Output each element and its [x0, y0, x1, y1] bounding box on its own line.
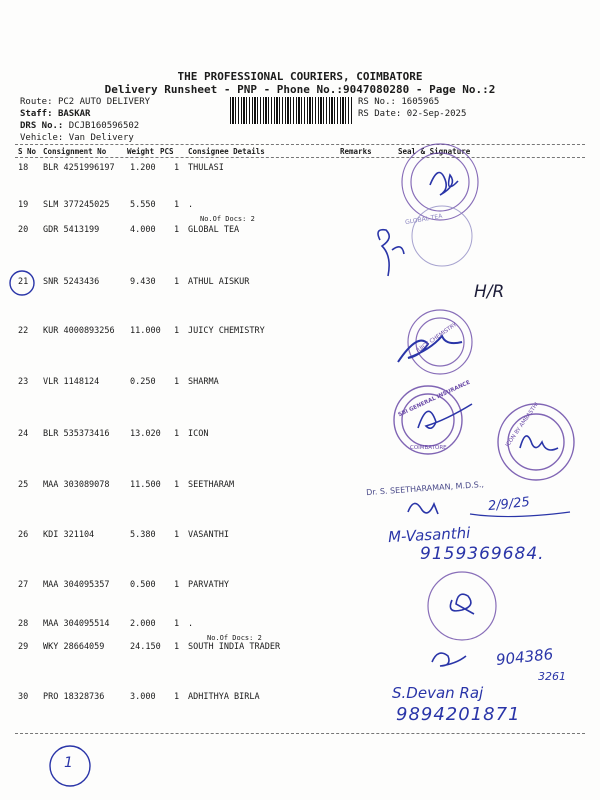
row-pcs: 1	[174, 480, 180, 490]
row-pcs: 1	[174, 429, 180, 439]
row-weight: 9.430	[130, 277, 156, 287]
staff-value: BASKAR	[57, 109, 91, 119]
runsheet-subtitle: Delivery Runsheet - PNP - Phone No.:9047080280 - Page No.:2	[104, 83, 496, 96]
row-pcs: 1	[174, 200, 180, 210]
row-consignee: VASANTHI	[188, 530, 229, 540]
row-docs-count: No.Of Docs: 2	[200, 215, 255, 223]
staff-label: Staff:	[20, 109, 53, 119]
row-pcs: 1	[174, 642, 180, 652]
footer-mark: 1	[64, 755, 73, 771]
row-sno: 18	[18, 163, 29, 173]
col-remarks: Remarks	[340, 147, 372, 156]
route-value: PC2 AUTO DELIVERY	[57, 97, 151, 107]
route-label: Route:	[20, 97, 53, 107]
rs-date-value: 02-Sep-2025	[406, 109, 467, 119]
row-weight: 11.500	[130, 480, 161, 490]
row-pcs: 1	[174, 377, 180, 387]
sbi-stamp-text: SBI GENERAL INSURANCE	[397, 379, 472, 419]
row-consignment-no: MAA 304095514	[43, 619, 110, 629]
row-pcs: 1	[174, 163, 180, 173]
row-consignment-no: MAA 304095357	[43, 580, 110, 590]
global-tea-signature	[378, 230, 404, 276]
global-tea-stamp-text: GLOBAL TEA	[404, 212, 443, 227]
row-sno: 24	[18, 429, 29, 439]
row-weight: 13.020	[130, 429, 161, 439]
row-pcs: 1	[174, 530, 180, 540]
parvathy-stamp	[428, 572, 496, 640]
row-consignment-no: GDR 5413199	[43, 225, 100, 235]
row-consignment-no: MAA 303089078	[43, 480, 110, 490]
seetharaman-doctor-stamp: Dr. S. SEETHARAMAN, M.D.S.,	[365, 479, 485, 498]
row-weight: 2.000	[130, 619, 156, 629]
drs-label: DRS No.:	[20, 121, 64, 131]
thulasi-signature	[430, 173, 458, 196]
row-docs-count: No.Of Docs: 2	[207, 634, 262, 642]
seetharaman-date: 2/9/25	[487, 494, 531, 515]
vehicle-label: Vehicle:	[20, 133, 64, 143]
row-consignee: JUICY CHEMISTRY	[188, 326, 265, 336]
row-sno: 25	[18, 480, 29, 490]
row-weight: 24.150	[130, 642, 161, 652]
col-consignee: Consignee Details	[188, 147, 265, 156]
seetharam-signature	[408, 503, 438, 514]
row-consignee: ADHITHYA BIRLA	[188, 692, 260, 702]
row-weight: 5.550	[130, 200, 156, 210]
row-consignee: GLOBAL TEA	[188, 225, 240, 235]
row-consignee: THULASI	[188, 163, 224, 173]
row-pcs: 1	[174, 692, 180, 702]
rs-no-label: RS No.:	[358, 97, 396, 107]
row-consignee: .	[188, 619, 194, 629]
row-consignee: ICON	[188, 429, 209, 439]
row-sno: 19	[18, 200, 29, 210]
row-consignment-no: SLM 377245025	[43, 200, 110, 210]
row-weight: 0.250	[130, 377, 156, 387]
row-consignee: .	[188, 200, 194, 210]
row-consignment-no: SNR 5243436	[43, 277, 100, 287]
row-consignment-no: PRO 18328736	[43, 692, 105, 702]
row-pcs: 1	[174, 619, 180, 629]
row-consignee: PARVATHY	[188, 580, 229, 590]
row-consignee: ATHUL AISKUR	[188, 277, 250, 287]
row-weight: 5.380	[130, 530, 156, 540]
sbi-signature	[418, 404, 472, 428]
row-pcs: 1	[174, 326, 180, 336]
row30-name: S.Devan Raj	[392, 684, 484, 702]
row-sno: 28	[18, 619, 29, 629]
hr-note: H/R	[474, 282, 505, 302]
row29-extra: 3261	[538, 670, 566, 683]
parvathy-signature	[450, 594, 474, 614]
sbi-stamp-city: COIMBATORE	[410, 445, 447, 451]
row-sno: 22	[18, 326, 29, 336]
icon-stamp-text: ICON BY AMBASTHI	[504, 401, 541, 449]
row-weight: 1.200	[130, 163, 156, 173]
vehicle-value: Van Delivery	[68, 133, 134, 143]
row-sno: 23	[18, 377, 29, 387]
row-consignment-no: KUR 4000893256	[43, 326, 115, 336]
row30-phone: 9894201871	[396, 704, 521, 725]
col-sno: S No	[18, 147, 37, 156]
row-consignee: SOUTH INDIA TRADER	[188, 642, 281, 652]
row-consignee: SEETHARAM	[188, 480, 235, 490]
col-weight: Weight	[127, 147, 155, 156]
row29-number: 904386	[495, 645, 555, 669]
row21-circle-mark	[10, 271, 34, 295]
row-sno: 20	[18, 225, 29, 235]
seetharam-underline	[470, 512, 570, 517]
row-weight: 0.500	[130, 580, 156, 590]
rs-no-value: 1605965	[401, 97, 440, 107]
sbi-stamp	[394, 386, 462, 454]
row-sno: 29	[18, 642, 29, 652]
row-consignment-no: BLR 535373416	[43, 429, 110, 439]
row-weight: 3.000	[130, 692, 156, 702]
row-consignee: SHARMA	[188, 377, 219, 387]
row-sno: 26	[18, 530, 29, 540]
row-weight: 11.000	[130, 326, 161, 336]
juicy-stamp-text: JUICY CHEMISTRY	[415, 321, 459, 355]
company-title: THE PROFESSIONAL COURIERS, COIMBATORE	[177, 70, 423, 83]
thulasi-stamp	[402, 144, 478, 220]
col-seal: Seal & Signature	[398, 147, 471, 156]
row-pcs: 1	[174, 225, 180, 235]
row-consignment-no: KDI 321104	[43, 530, 95, 540]
row-sno: 30	[18, 692, 29, 702]
vasanthi-phone: 9159369684.	[420, 544, 545, 564]
rs-date-label: RS Date:	[358, 109, 402, 119]
row-sno: 21	[18, 277, 29, 287]
icon-signature	[520, 436, 558, 450]
row-pcs: 1	[174, 277, 180, 287]
vasanthi-name: M-Vasanthi	[387, 523, 471, 547]
row-consignment-no: BLR 4251996197	[43, 163, 115, 173]
col-consignment: Consignment No	[43, 147, 107, 156]
row-pcs: 1	[174, 580, 180, 590]
row-weight: 4.000	[130, 225, 156, 235]
col-pcs: PCS	[160, 147, 174, 156]
row-consignment-no: VLR 1148124	[43, 377, 100, 387]
row-consignment-no: WKY 28664059	[43, 642, 105, 652]
drs-value: DCJB160596502	[68, 121, 140, 131]
row29-signature	[432, 653, 466, 666]
row-sno: 27	[18, 580, 29, 590]
